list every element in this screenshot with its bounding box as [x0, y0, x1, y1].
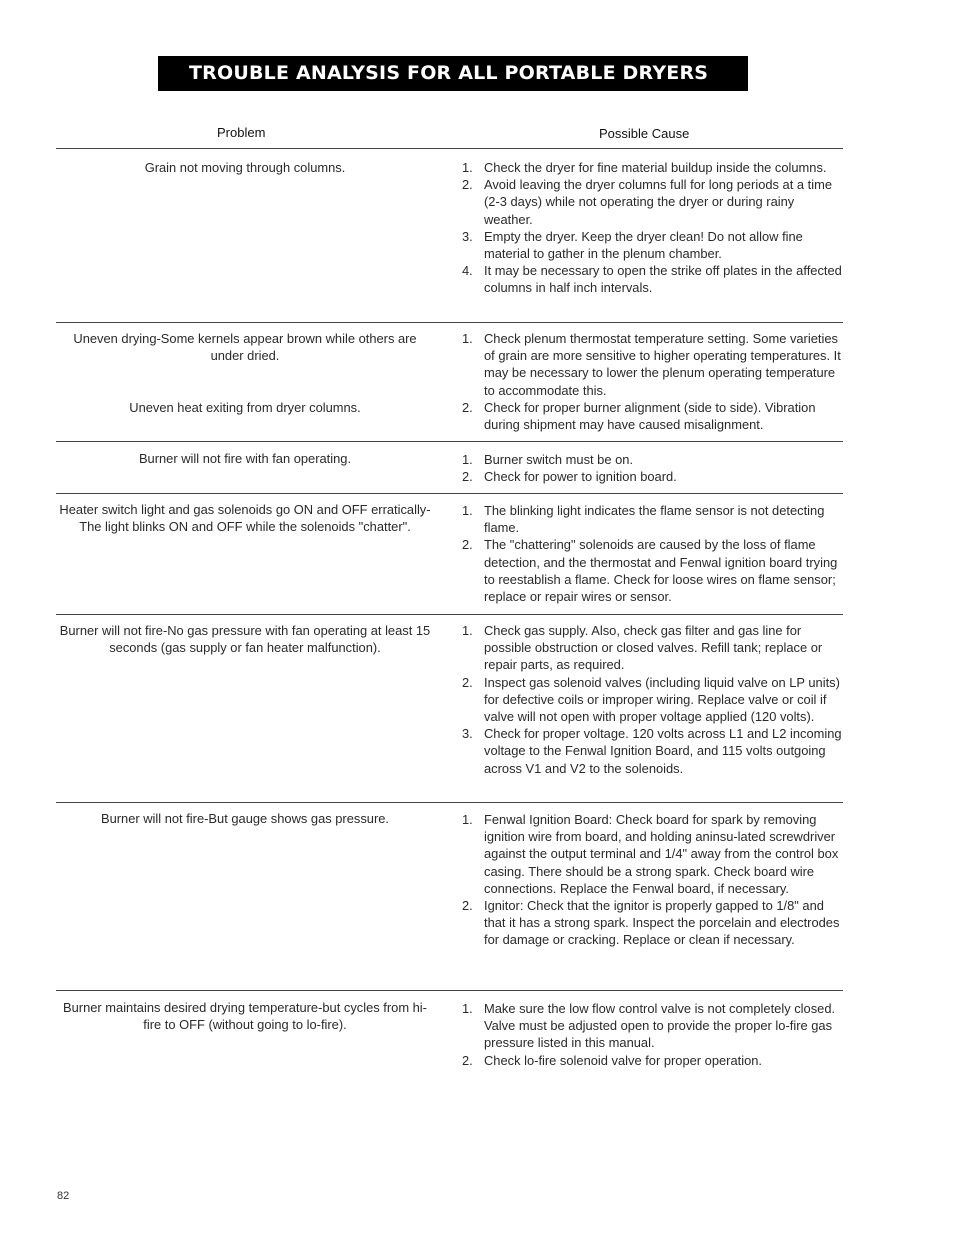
- cause-list: [462, 622, 844, 777]
- cause-text: Check plenum thermostat temperature setting. Some varieties of grain are more sensitive to higher operating temperatures. It may be necessary to lower the plenum operating temperature to accommodate this.: [484, 331, 841, 398]
- problem-cell: [56, 501, 434, 535]
- problem-cell: [56, 159, 434, 176]
- header-divider: [56, 148, 843, 149]
- cause-list: [462, 330, 844, 433]
- row-divider: [56, 441, 843, 442]
- row-divider: [56, 802, 843, 803]
- cause-item: 3. Empty the dryer. Keep the dryer clean! Do not allow fine material to gather in the plenum chamber.: [462, 228, 803, 262]
- problem-text: Burner maintains desired drying temperature-but cycles from hi-fire to OFF (without going to lo-fire).: [63, 1000, 427, 1033]
- problem-text: Burner will not fire-But gauge shows gas pressure.: [100, 811, 390, 826]
- cause-item: 2. Avoid leaving the dryer columns full for long periods at a time (2-3 days) while not operating the dryer or during rainy weather.: [462, 177, 832, 227]
- cause-text: Inspect gas solenoid valves (including liquid valve on LP units) for defective coils or improper wiring. Replace valve or coil if valve will not open with proper voltage applied (120 volts).: [484, 674, 840, 725]
- problem-cell: [56, 810, 434, 827]
- cause-text: Make sure the low flow control valve is not completely closed. Valve must be adjusted open to provide the proper lo-fire gas pressure listed in this manual.: [484, 1001, 836, 1051]
- cause-text: Check lo-fire solenoid valve for proper operation.: [484, 1052, 763, 1068]
- cause-item: 1. Fenwal Ignition Board: Check board for spark by removing ignition wire from board, and holding aninsu-lated screwdriver against the output terminal and 1/4" away from the control box casing. There should be a strong spark. Check board wire connections. Replace the Fenwal board, if necessary.: [462, 812, 839, 896]
- cause-list: [462, 451, 844, 485]
- problem-text: Uneven drying-Some kernels appear brown while others are under dried.: [73, 331, 417, 364]
- cause-item: 1. Check gas supply. Also, check gas filter and gas line for possible obstruction or closed valves. Refill tank; replace or repair parts, as required.: [462, 623, 823, 673]
- problem-text: Burner will not fire-No gas pressure with fan operating at least 15 seconds (gas supply or fan heater malfunction).: [59, 623, 431, 656]
- cause-item: 2. Check for power to ignition board.: [462, 469, 677, 485]
- cause-item: 1. Burner switch must be on.: [462, 452, 634, 467]
- cause-text: Burner switch must be on.: [484, 452, 634, 467]
- cause-item: 1. Check the dryer for fine material buildup inside the columns.: [462, 160, 827, 175]
- cause-text: The "chattering" solenoids are caused by the loss of flame detection, and the thermostat and Fenwal ignition board trying to reestablish a flame. Check for loose wires on flame sensor; replace or repair wires or sensor.: [484, 537, 838, 605]
- problem-text: Heater switch light and gas solenoids go ON and OFF erratically-The light blinks ON and OFF while the solenoids "chatter".: [59, 502, 431, 535]
- problem-text: Uneven heat exiting from dryer columns.: [129, 400, 361, 416]
- cause-text: Ignitor: Check that the ignitor is properly gapped to 1/8" and that it has a strong spark. Inspect the porcelain and electrodes for damage or cracking. Replace or clean if necessary.: [484, 898, 840, 948]
- row-divider: [56, 493, 843, 494]
- cause-text: Check for power to ignition board.: [484, 469, 677, 485]
- problem-cell: [56, 622, 434, 656]
- cause-item: 2. Inspect gas solenoid valves (including liquid valve on LP units) for defective coils or improper wiring. Replace valve or coil if valve will not open with proper voltage applied (120 volts).: [462, 674, 840, 725]
- problem-cell: [56, 330, 434, 417]
- page-number: 82: [57, 1190, 70, 1202]
- cause-list: [462, 811, 844, 949]
- row-divider: [56, 322, 843, 323]
- cause-list: [462, 502, 844, 605]
- cause-item: 2. Ignitor: Check that the ignitor is properly gapped to 1/8" and that it has a strong spark. Inspect the porcelain and electrodes for damage or cracking. Replace or clean if necessary.: [462, 898, 840, 948]
- cause-text: Check gas supply. Also, check gas filter and gas line for possible obstruction or closed valves. Refill tank; replace or repair parts, as required.: [484, 623, 823, 673]
- cause-item: 1. Make sure the low flow control valve is not completely closed. Valve must be adjusted open to provide the proper lo-fire gas pressure listed in this manual.: [462, 1001, 836, 1051]
- cause-text: Fenwal Ignition Board: Check board for spark by removing ignition wire from board, and holding aninsu-lated screwdriver against the output terminal and 1/4" away from the control box casing. There should be a strong spark. Check board wire connections. Replace the Fenwal board, if necessary.: [484, 812, 839, 896]
- cause-text: Check the dryer for fine material buildup inside the columns.: [484, 160, 827, 175]
- cause-text: Avoid leaving the dryer columns full for long periods at a time (2-3 days) while not operating the dryer or during rainy weather.: [484, 177, 832, 227]
- row-divider: [56, 990, 843, 991]
- cause-item: 2. Check for proper burner alignment (side to side). Vibration during shipment may have caused misalignment.: [462, 399, 816, 433]
- problem-cell: [56, 999, 434, 1033]
- cause-text: It may be necessary to open the strike off plates in the affected columns in half inch intervals.: [484, 263, 842, 296]
- cause-list: [462, 159, 844, 297]
- cause-text: The blinking light indicates the flame sensor is not detecting flame.: [484, 503, 825, 536]
- cause-item: 1. Check plenum thermostat temperature setting. Some varieties of grain are more sensitive to higher operating temperatures. It may be necessary to lower the plenum operating temperature to accommodate this.: [462, 331, 841, 398]
- cause-item: 1. The blinking light indicates the flame sensor is not detecting flame.: [462, 503, 825, 536]
- cause-text: Check for proper burner alignment (side to side). Vibration during shipment may have caused misalignment.: [484, 399, 816, 433]
- cause-item: 4. It may be necessary to open the strike off plates in the affected columns in half inch intervals.: [462, 263, 842, 296]
- cause-list: [462, 1000, 844, 1069]
- cause-item: 2. The "chattering" solenoids are caused by the loss of flame detection, and the thermostat and Fenwal ignition board trying to reestablish a flame. Check for loose wires on flame sensor; replace or repair wires or sensor.: [462, 537, 838, 605]
- problem-cell: [56, 450, 434, 467]
- row-divider: [56, 614, 843, 615]
- problem-text: Grain not moving through columns.: [144, 160, 346, 175]
- cause-column-header: Possible Cause: [599, 126, 690, 141]
- cause-item: 2. Check lo-fire solenoid valve for proper operation.: [462, 1052, 763, 1068]
- problem-column-header: Problem: [217, 125, 266, 140]
- cause-text: Check for proper voltage. 120 volts across L1 and L2 incoming voltage to the Fenwal Ignition Board, and 115 volts outgoing across V1 and V2 to the solenoids.: [484, 726, 842, 776]
- problem-text: Burner will not fire with fan operating.: [138, 451, 352, 466]
- page-title: TROUBLE ANALYSIS FOR ALL PORTABLE DRYERS: [158, 56, 748, 91]
- cause-item: 3. Check for proper voltage. 120 volts across L1 and L2 incoming voltage to the Fenwal Ignition Board, and 115 volts outgoing across V1 and V2 to the solenoids.: [462, 726, 842, 776]
- cause-text: Empty the dryer. Keep the dryer clean! Do not allow fine material to gather in the plenum chamber.: [484, 228, 803, 262]
